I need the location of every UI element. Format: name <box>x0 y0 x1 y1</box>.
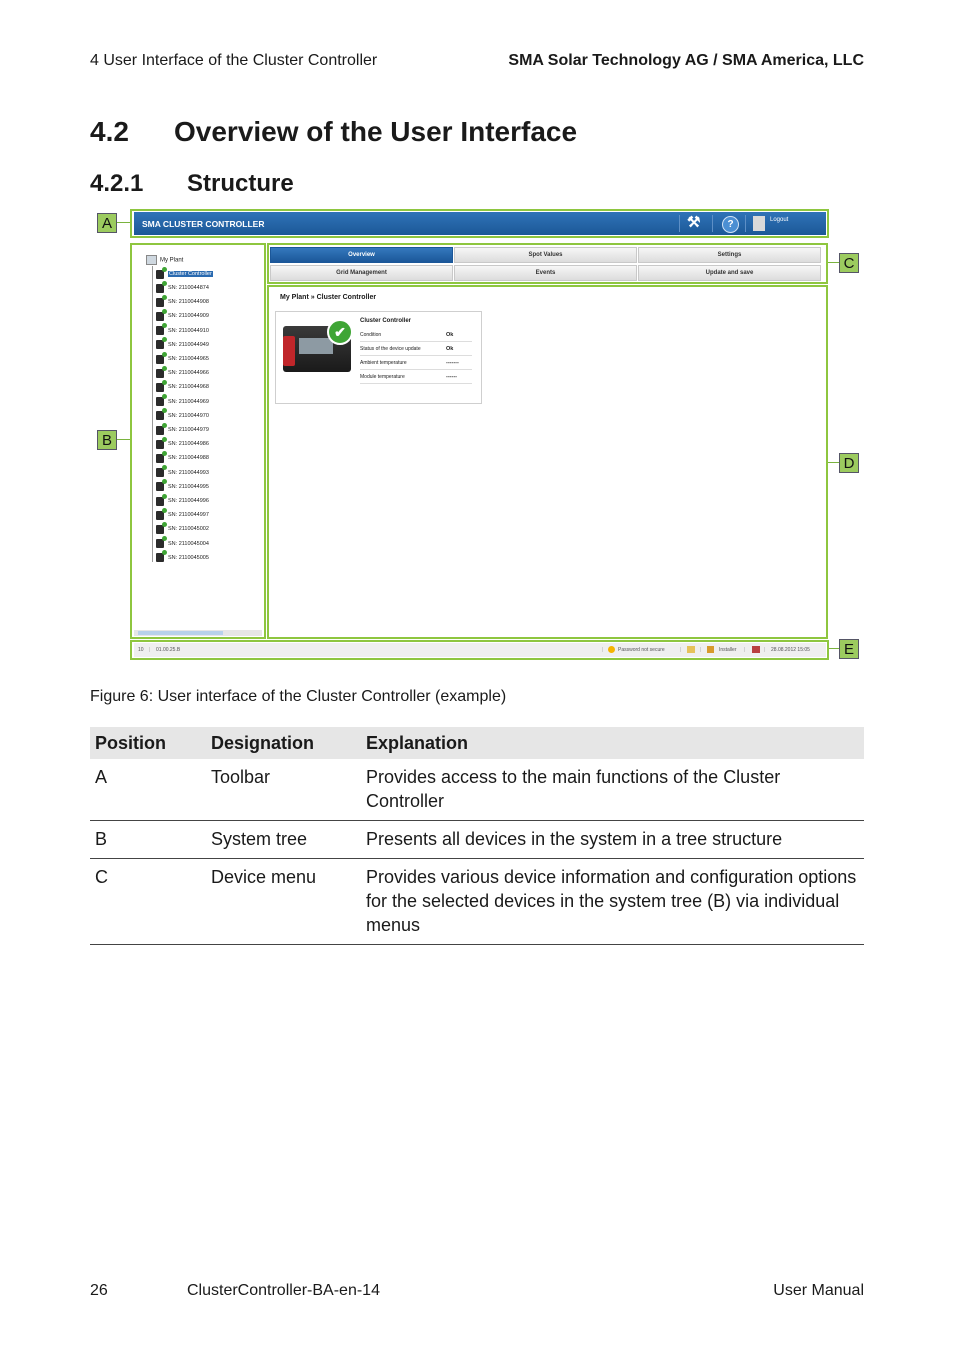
tree-item-label: SN: 2110044993 <box>168 469 209 476</box>
status-ok-icon: ✔ <box>327 319 353 345</box>
label-e-connector <box>828 648 839 649</box>
toolbar-title: SMA CLUSTER CONTROLLER <box>142 219 265 229</box>
tree-item-label: Cluster Controller <box>169 271 212 277</box>
tree-item-label: SN: 2110045005 <box>168 554 209 561</box>
tree-item-label: SN: 2110044997 <box>168 512 209 519</box>
frame-d <box>267 285 828 639</box>
tree-item-label: SN: 2110044874 <box>168 285 209 291</box>
status-divider: | <box>680 647 682 653</box>
running-header-company: SMA Solar Technology AG / SMA America, LLC <box>508 52 864 69</box>
tool-icon[interactable]: ⚒ <box>687 214 701 231</box>
label-c: C <box>839 253 859 273</box>
tree-item-label: SN: 2110044949 <box>168 341 209 348</box>
tree-item-label: SN: 2110044996 <box>168 498 209 504</box>
table-cell: B <box>90 821 206 859</box>
table-header: Position <box>90 727 206 759</box>
row-key: Module temperature <box>360 373 405 380</box>
status-divider: | <box>764 647 766 653</box>
row-value: ------- <box>446 359 459 366</box>
table-cell: Provides access to the main functions of the Cluster Controller <box>361 759 864 821</box>
status-user: Installer <box>719 647 737 653</box>
label-c-connector <box>828 262 839 263</box>
tree-item-label: SN: 2110044909 <box>168 313 209 320</box>
document-id: ClusterController-BA-en-14 <box>187 1282 380 1299</box>
table-cell: Toolbar <box>206 759 361 821</box>
table-row <box>90 821 864 859</box>
tree-item-label: SN: 2110044986 <box>168 441 209 448</box>
status-datetime: 28.08.2012 15:05 <box>771 647 810 653</box>
tab-update-and-save[interactable]: Update and save <box>638 265 821 281</box>
running-header-chapter: 4 User Interface of the Cluster Controller <box>90 52 378 69</box>
section-title: Overview of the User Interface <box>174 116 578 147</box>
tree-item-label: SN: 2110044966 <box>168 370 209 377</box>
frame-a <box>130 209 829 238</box>
tab-settings[interactable]: Settings <box>638 247 821 263</box>
row-value: Ok <box>446 331 454 338</box>
subsection-number: 4.2.1 <box>90 170 144 197</box>
tab-grid-management[interactable]: Grid Management <box>270 265 453 281</box>
figure-caption: Figure 6: User interface of the Cluster Controller (example) <box>90 688 507 705</box>
status-divider: | <box>149 647 151 653</box>
frame-b <box>130 243 266 639</box>
tree-item-label: SN: 2110045002 <box>168 526 209 533</box>
table-row <box>90 859 864 945</box>
table-header-row <box>90 727 864 759</box>
frame-c <box>267 243 828 284</box>
label-b: B <box>97 430 117 450</box>
tree-root-label: My Plant <box>160 257 184 264</box>
table-cell: Device menu <box>206 859 361 945</box>
section-number: 4.2 <box>90 116 129 147</box>
status-version: 01.00.25.B <box>156 647 181 653</box>
row-key: Condition <box>360 331 382 338</box>
logout-button[interactable]: Logout <box>770 217 789 223</box>
breadcrumb: My Plant » Cluster Controller <box>280 294 377 301</box>
status-divider: | <box>744 647 746 653</box>
table-cell: System tree <box>206 821 361 859</box>
tab-spot-values[interactable]: Spot Values <box>454 247 637 263</box>
status-divider: | <box>602 647 604 653</box>
subsection-heading <box>90 170 294 198</box>
table-row <box>90 759 864 821</box>
tree-item-label: SN: 2110044969 <box>168 398 209 405</box>
card-title: Cluster Controller <box>360 318 412 324</box>
table-header: Designation <box>206 727 361 759</box>
tab-overview[interactable]: Overview <box>270 247 453 263</box>
table-cell: C <box>90 859 206 945</box>
tree-item-label: SN: 2110044908 <box>168 299 209 306</box>
help-icon[interactable]: ? <box>722 216 739 233</box>
tree-item-label: SN: 2110044910 <box>168 327 209 334</box>
explanation-table <box>90 727 864 945</box>
row-value: Ok <box>446 345 454 352</box>
status-count: 10 <box>138 647 144 653</box>
subsection-title: Structure <box>187 170 294 197</box>
status-divider: | <box>700 647 702 653</box>
status-password[interactable]: Password not secure <box>618 647 665 653</box>
page-number: 26 <box>90 1282 108 1299</box>
row-key: Status of the device update <box>360 345 421 352</box>
label-a: A <box>97 213 117 233</box>
label-d: D <box>839 453 859 473</box>
label-e: E <box>839 639 859 659</box>
table-cell: A <box>90 759 206 821</box>
row-key: Ambient temperature <box>360 359 407 366</box>
tree-item-label: SN: 2110044968 <box>168 384 209 391</box>
frame-e <box>130 640 829 660</box>
tab-events[interactable]: Events <box>454 265 637 281</box>
tree-item-label: SN: 2110044988 <box>168 455 209 462</box>
tree-item-label: SN: 2110044970 <box>168 412 209 419</box>
document-type: User Manual <box>773 1282 864 1299</box>
tree-item-label: SN: 2110045004 <box>168 540 209 547</box>
section-heading <box>90 116 577 148</box>
tree-item-label: SN: 2110044965 <box>168 356 209 362</box>
tree-item-label: SN: 2110044995 <box>168 483 209 490</box>
table-cell: Provides various device information and configuration options for the selected devices in the system tree (B) via individual menus <box>361 859 864 945</box>
table-header: Explanation <box>361 727 864 759</box>
table-cell: Presents all devices in the system in a tree structure <box>361 821 864 859</box>
row-value: ------ <box>446 373 457 380</box>
label-d-connector <box>828 462 839 463</box>
tree-item-label: SN: 2110044979 <box>168 427 209 433</box>
